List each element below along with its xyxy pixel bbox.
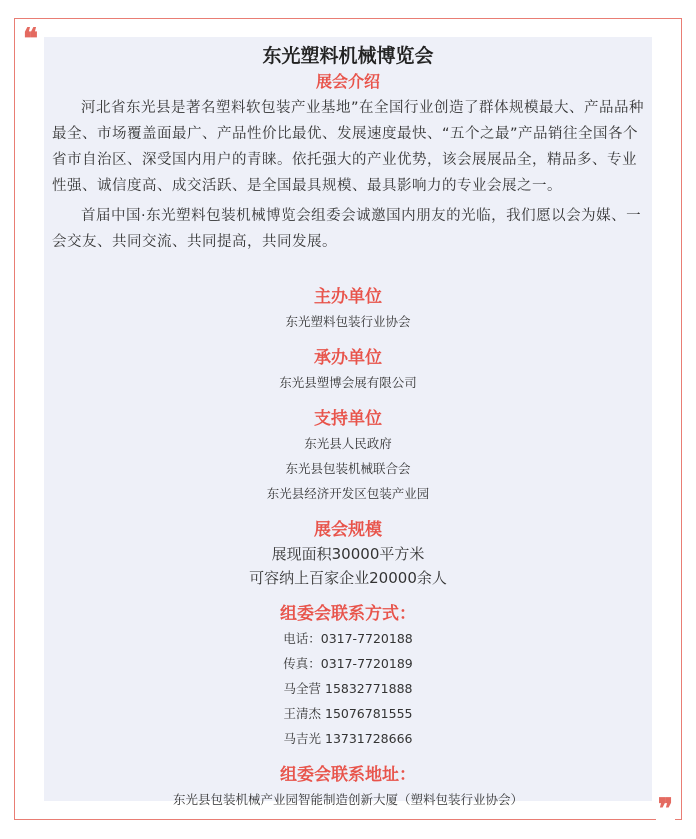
supporter-item: 东光县经济开发区包装产业园 <box>266 486 430 501</box>
intro-heading: 展会介绍 <box>315 72 380 91</box>
undertaker-heading: 承办单位 <box>314 348 382 368</box>
scale-item: 可容纳上百家企业20000余人 <box>249 569 447 587</box>
address-text: 东光县包装机械产业园智能制造创新大厦（塑料包装行业协会） <box>172 792 523 807</box>
contacts-heading: 组委会联系方式： <box>280 604 416 624</box>
undertaker-item: 东光县塑博会展有限公司 <box>279 375 417 390</box>
contact-item: 电话：0317-7720188 <box>283 631 413 646</box>
supporter-item: 东光县人民政府 <box>304 436 392 451</box>
contact-item: 王清杰 15076781555 <box>283 706 413 721</box>
content-card <box>44 37 652 807</box>
organizer-item: 东光塑料包装行业协会 <box>285 314 411 329</box>
intro-paragraph-2: 首届中国·东光塑料包装机械博览会组委会诚邀国内朋友的光临，我们愿以会为媒、一会交友、共同交流、共同提高，共同发展。 <box>52 208 642 250</box>
page-title: 东光塑料机械博览会 <box>262 45 434 67</box>
organizer-heading: 主办单位 <box>314 287 382 307</box>
scale-item: 展现面积30000平方米 <box>271 545 425 563</box>
scale-heading: 展会规模 <box>314 520 382 540</box>
close-quote-icon: ❞ <box>657 792 673 825</box>
contact-item: 马吉光 13731728666 <box>283 731 413 746</box>
supporter-item: 东光县包装机械联合会 <box>285 461 411 476</box>
contact-item: 马全营 15832771888 <box>283 681 413 696</box>
intro-paragraph-1: 河北省东光县是著名塑料软包装产业基地”在全国行业创造了群体规模最大、产品品种最全、市场覆盖面最广、产品性价比最优、发展速度最快、“五个之最”产品销往全国各个省市自治区、深受国内用户的青睐。依托强大的产业优势，该会展展品全，精品多、专业性强、诚信度高、成交活跃、是全国最具规模、最具影响力的专业会展之一。 <box>52 100 645 194</box>
contact-item: 传真：0317-7720189 <box>283 656 413 671</box>
open-quote-icon: ❝ <box>23 22 39 55</box>
address-heading: 组委会联系地址： <box>280 765 416 785</box>
supporters-heading: 支持单位 <box>314 409 382 429</box>
